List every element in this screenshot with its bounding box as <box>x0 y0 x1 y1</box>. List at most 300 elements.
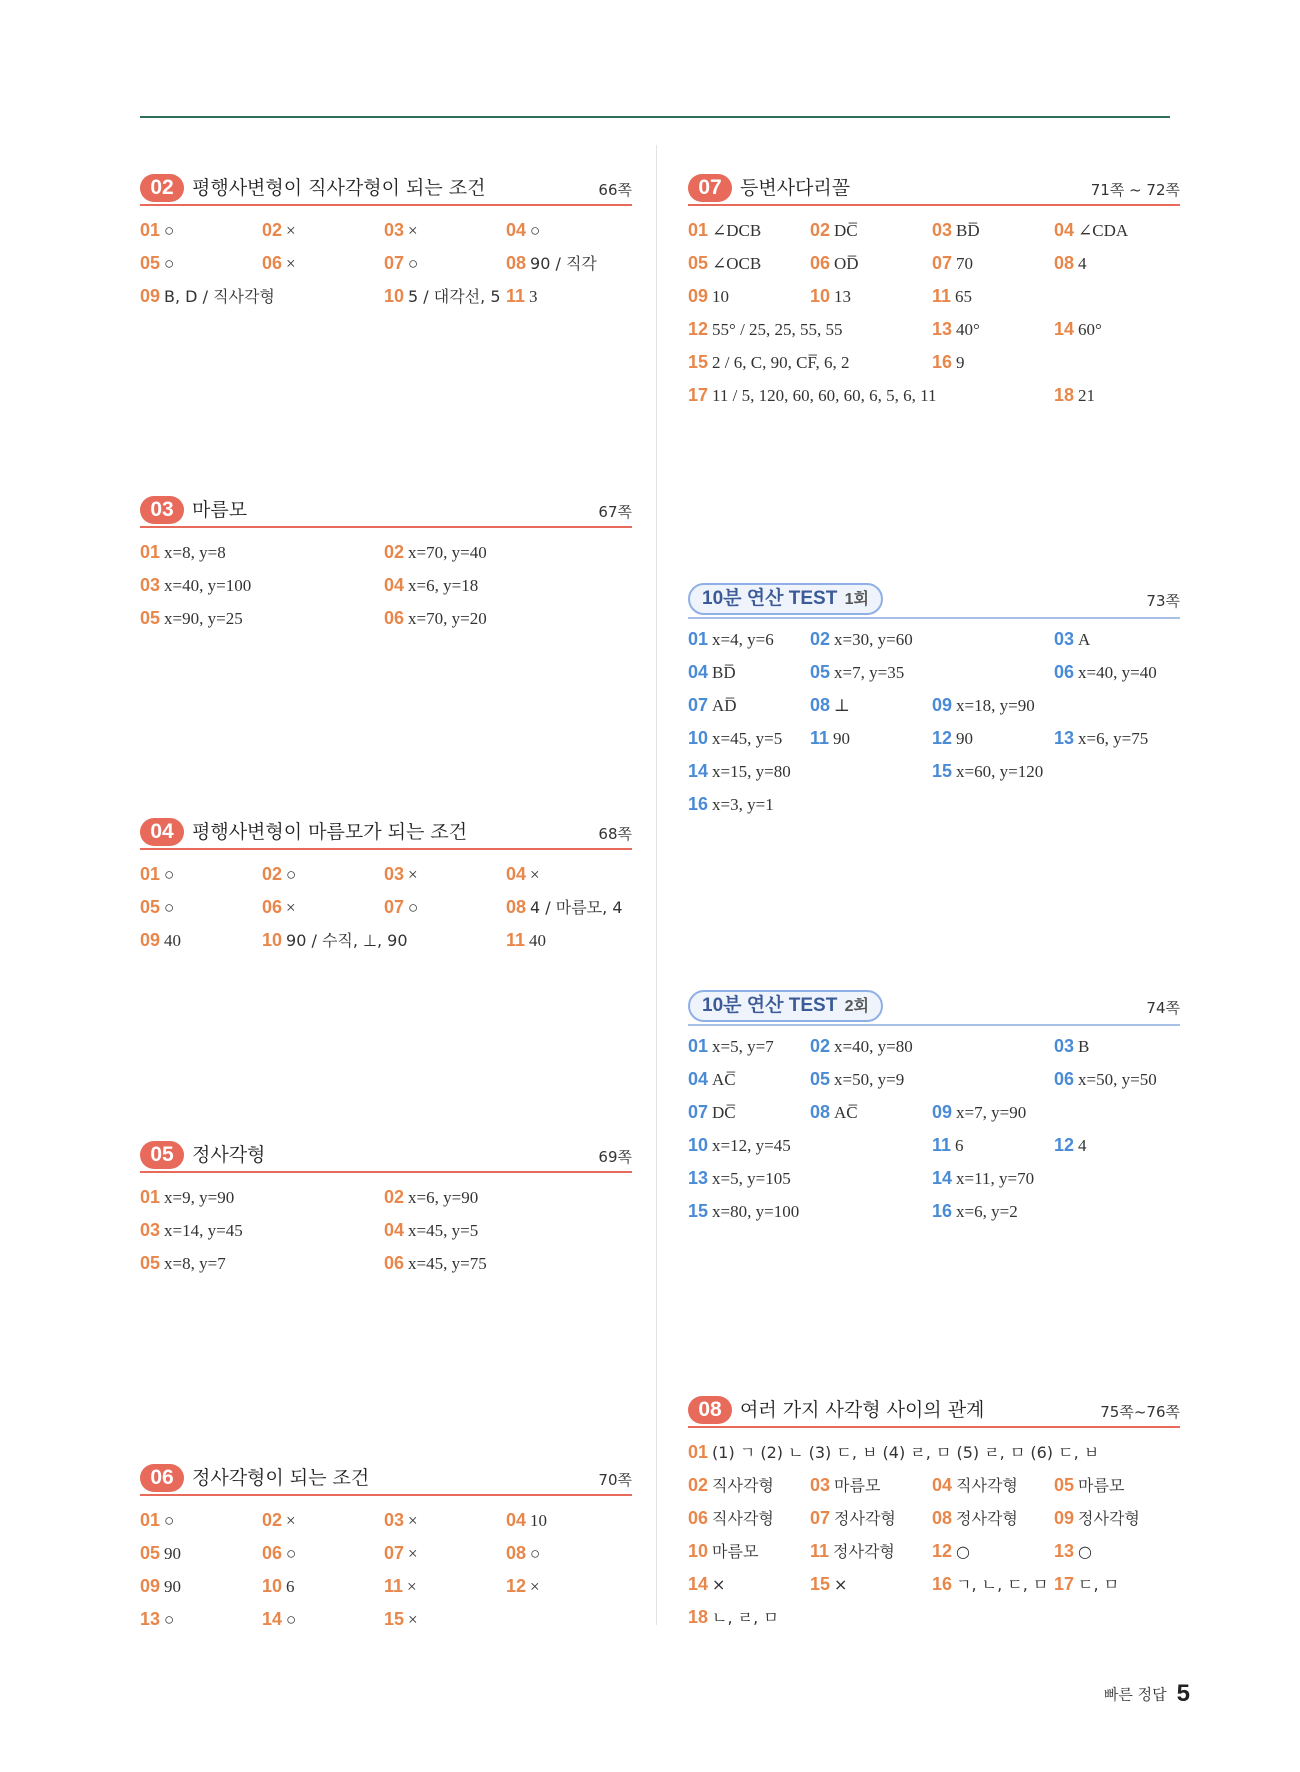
section-header <box>140 816 632 850</box>
section-title: 평행사변형이 직사각형이 되는 조건 <box>192 177 486 199</box>
answer-list <box>140 1181 632 1280</box>
answer-row <box>688 1129 1180 1162</box>
answer-value: OD̅ <box>834 254 859 273</box>
answer-value: × <box>834 1575 848 1594</box>
test-label-pill <box>688 583 883 615</box>
question-number: 12 <box>1054 1135 1075 1155</box>
question-number: 17 <box>688 385 709 405</box>
section-02 <box>140 172 632 313</box>
answer-value: 10 <box>530 1511 548 1530</box>
question-number: 02 <box>384 1187 405 1207</box>
answer-row <box>688 1030 1180 1063</box>
question-number: 08 <box>810 1102 831 1122</box>
answer-item <box>506 247 597 280</box>
question-number: 05 <box>140 1543 161 1563</box>
question-number: 04 <box>506 220 527 240</box>
answer-item <box>262 247 296 280</box>
answer-value: ○ <box>286 1610 297 1629</box>
answer-value: ○ <box>164 221 175 240</box>
question-number: 09 <box>932 695 953 715</box>
answer-value: ㄴ, ㄹ, ㅁ <box>712 1608 779 1627</box>
answer-row <box>140 924 632 957</box>
answer-item <box>688 247 761 280</box>
answer-value: ∠OCB <box>712 254 762 273</box>
answer-item <box>810 1568 847 1601</box>
question-number: 13 <box>688 1168 709 1188</box>
answer-item <box>262 1537 296 1570</box>
question-number: 12 <box>932 1541 953 1561</box>
question-number: 11 <box>506 286 526 306</box>
answer-item <box>262 924 408 957</box>
answer-value: x=11, y=70 <box>956 1169 1035 1188</box>
answer-value: x=30, y=60 <box>834 630 913 649</box>
test-round: 2회 <box>844 998 869 1015</box>
answer-item <box>810 1469 880 1502</box>
question-number: 02 <box>688 1475 709 1495</box>
answer-item <box>140 536 226 569</box>
answer-value: 13 <box>834 287 852 306</box>
question-number: 14 <box>688 1574 709 1594</box>
answer-item <box>384 247 418 280</box>
answer-item <box>384 1537 418 1570</box>
section-page-ref: 68쪽 <box>598 825 632 843</box>
question-number: 02 <box>810 629 831 649</box>
answer-item <box>688 214 761 247</box>
question-number: 04 <box>688 1069 709 1089</box>
answer-row <box>688 656 1180 689</box>
answer-item <box>688 313 843 346</box>
answer-item <box>688 656 736 689</box>
answer-item <box>932 689 1035 722</box>
answer-row <box>140 1247 632 1280</box>
question-number: 16 <box>932 1574 953 1594</box>
section-header <box>140 172 632 206</box>
answer-value: × <box>408 865 418 884</box>
question-number: 14 <box>932 1168 953 1188</box>
answer-item <box>140 1247 226 1280</box>
answer-value: 4 <box>1078 1136 1087 1155</box>
answer-row <box>140 602 632 635</box>
answer-value: 40 <box>164 931 182 950</box>
answer-item <box>506 891 623 924</box>
answer-value: 정사각형 <box>1078 1509 1140 1528</box>
question-number: 10 <box>262 930 283 950</box>
test-1 <box>688 583 1180 821</box>
answer-item <box>1054 722 1148 755</box>
answer-item <box>140 214 174 247</box>
answer-value: 65 <box>955 287 973 306</box>
question-number: 04 <box>932 1475 953 1495</box>
section-06 <box>140 1462 632 1636</box>
section-title: 여러 가지 사각형 사이의 관계 <box>740 1399 985 1421</box>
test-2 <box>688 990 1180 1228</box>
answer-value: 2 / 6, C, 90, CF̅, 6, 2 <box>712 353 850 372</box>
answer-value: ⊥ <box>834 696 851 715</box>
answer-item <box>688 755 791 788</box>
question-number: 10 <box>688 728 709 748</box>
answer-value: × <box>286 1511 296 1530</box>
answer-value: 40° <box>956 320 980 339</box>
answer-value: ○ <box>164 898 175 917</box>
section-number-badge: 03 <box>140 496 184 524</box>
answer-item <box>262 891 296 924</box>
answer-value: 정사각형 <box>834 1509 896 1528</box>
question-number: 14 <box>1054 319 1075 339</box>
question-number: 11 <box>932 1135 952 1155</box>
answer-item <box>140 924 181 957</box>
answer-item <box>384 1504 418 1537</box>
answer-item <box>1054 1568 1119 1601</box>
answer-value: x=40, y=40 <box>1078 663 1157 682</box>
answer-value: ○ <box>286 1544 297 1563</box>
question-number: 02 <box>262 864 283 884</box>
answer-value: x=14, y=45 <box>164 1221 243 1240</box>
answer-value: x=7, y=35 <box>834 663 905 682</box>
answer-item <box>688 1436 1099 1469</box>
answer-value: × <box>286 254 296 273</box>
answer-value: x=40, y=100 <box>164 576 252 595</box>
section-header <box>688 172 1180 206</box>
answer-item <box>384 214 418 247</box>
answer-list <box>140 858 632 957</box>
question-number: 03 <box>1054 629 1075 649</box>
answer-item <box>688 689 737 722</box>
answer-value: DC̅ <box>834 221 858 240</box>
answer-value: x=60, y=120 <box>956 762 1044 781</box>
answer-list <box>140 1504 632 1636</box>
question-number: 09 <box>1054 1508 1075 1528</box>
answer-row <box>140 280 632 313</box>
question-number: 06 <box>262 1543 283 1563</box>
answer-value: 10 <box>712 287 730 306</box>
answer-value: x=45, y=5 <box>712 729 783 748</box>
answer-item <box>384 891 418 924</box>
question-number: 17 <box>1054 1574 1075 1594</box>
test-round: 1회 <box>844 591 869 608</box>
answer-item <box>1054 379 1095 412</box>
answer-value: ㄱ, ㄴ, ㄷ, ㅁ <box>956 1575 1049 1594</box>
answer-row <box>140 1537 632 1570</box>
question-number: 05 <box>140 1253 161 1273</box>
answer-value: × <box>712 1575 726 1594</box>
answer-value: DC̅ <box>712 1103 736 1122</box>
answer-item <box>140 858 174 891</box>
answer-item <box>1054 1129 1087 1162</box>
answer-value: BD̅ <box>712 663 736 682</box>
answer-row <box>140 1214 632 1247</box>
question-number: 03 <box>384 1510 405 1530</box>
answer-item <box>810 1096 858 1129</box>
section-number-badge: 04 <box>140 818 184 846</box>
answer-item <box>506 280 538 313</box>
answer-value: × <box>407 1577 417 1596</box>
question-number: 08 <box>810 695 831 715</box>
answer-item <box>384 536 487 569</box>
answer-item <box>688 722 782 755</box>
answer-row <box>688 346 1180 379</box>
answer-item <box>688 1096 736 1129</box>
question-number: 06 <box>262 253 283 273</box>
question-number: 16 <box>932 1201 953 1221</box>
answer-item <box>1054 1502 1140 1535</box>
answer-value: × <box>530 865 540 884</box>
question-number: 05 <box>688 253 709 273</box>
question-number: 02 <box>810 220 831 240</box>
answer-value: BD̅ <box>956 221 980 240</box>
question-number: 13 <box>140 1609 161 1629</box>
answer-item <box>932 755 1043 788</box>
answer-value: x=90, y=25 <box>164 609 243 628</box>
question-number: 06 <box>688 1508 709 1528</box>
answer-row <box>688 1502 1180 1535</box>
question-number: 01 <box>140 864 161 884</box>
answer-value: 정사각형 <box>833 1542 895 1561</box>
answer-item <box>688 1568 725 1601</box>
answer-item <box>384 1247 487 1280</box>
answer-row <box>140 214 632 247</box>
answer-value: x=50, y=50 <box>1078 1070 1157 1089</box>
answer-row <box>688 1535 1180 1568</box>
question-number: 12 <box>688 319 709 339</box>
answer-row <box>688 214 1180 247</box>
section-number-badge: 05 <box>140 1141 184 1169</box>
answer-value: x=50, y=9 <box>834 1070 905 1089</box>
question-number: 02 <box>262 1510 283 1530</box>
answer-value: 직사각형 <box>712 1509 774 1528</box>
answer-value: x=5, y=105 <box>712 1169 791 1188</box>
answer-value: 11 / 5, 120, 60, 60, 60, 6, 5, 6, 11 <box>712 386 937 405</box>
answer-item <box>932 1469 1018 1502</box>
answer-item <box>384 1603 418 1636</box>
answer-item <box>810 280 851 313</box>
answer-item <box>140 891 174 924</box>
answer-item <box>932 1162 1034 1195</box>
section-number-badge: 02 <box>140 174 184 202</box>
answer-row <box>140 1181 632 1214</box>
answer-item <box>262 1603 296 1636</box>
question-number: 07 <box>688 695 709 715</box>
answer-value: ∠DCB <box>712 221 762 240</box>
answer-value: ○ <box>408 898 419 917</box>
answer-value: x=45, y=5 <box>408 1221 479 1240</box>
answer-item <box>688 1162 791 1195</box>
answer-item <box>688 1030 774 1063</box>
section-header <box>140 494 632 528</box>
question-number: 05 <box>810 662 831 682</box>
answer-item <box>688 788 774 821</box>
test-header <box>688 990 1180 1026</box>
answer-item <box>1054 1535 1092 1568</box>
question-number: 10 <box>384 286 405 306</box>
answer-item <box>932 214 980 247</box>
answer-item <box>506 924 546 957</box>
answer-value: 마름모 <box>834 1476 881 1495</box>
answer-list <box>140 536 632 635</box>
answer-item <box>506 1537 540 1570</box>
question-number: 08 <box>1054 253 1075 273</box>
question-number: 11 <box>384 1576 404 1596</box>
answer-item <box>932 1535 970 1568</box>
answer-value: x=15, y=80 <box>712 762 791 781</box>
answer-value: x=9, y=90 <box>164 1188 235 1207</box>
answer-value: x=45, y=75 <box>408 1254 487 1273</box>
answer-item <box>688 1469 774 1502</box>
answer-item <box>688 346 850 379</box>
test-label-pill <box>688 990 883 1022</box>
answer-item <box>384 569 478 602</box>
answer-value: 90 <box>956 729 974 748</box>
answer-row <box>688 1601 1180 1634</box>
answer-value: AC̅ <box>712 1070 736 1089</box>
answer-item <box>506 214 540 247</box>
answer-item <box>688 1601 779 1634</box>
answer-item <box>140 1504 174 1537</box>
question-number: 08 <box>506 1543 527 1563</box>
answer-value: x=12, y=45 <box>712 1136 791 1155</box>
question-number: 05 <box>140 897 161 917</box>
question-number: 01 <box>140 1187 161 1207</box>
answer-item <box>140 1603 174 1636</box>
answer-value: ㄷ, ㅁ <box>1078 1575 1120 1594</box>
answer-value: 90 <box>164 1577 182 1596</box>
question-number: 11 <box>932 286 952 306</box>
answer-value: x=8, y=7 <box>164 1254 226 1273</box>
answer-item <box>932 247 973 280</box>
answer-row <box>688 379 1180 412</box>
section-number-badge: 06 <box>140 1464 184 1492</box>
question-number: 03 <box>140 1220 161 1240</box>
answer-row <box>688 788 1180 821</box>
answer-item <box>810 214 858 247</box>
answer-item <box>140 1537 181 1570</box>
answer-item <box>1054 313 1102 346</box>
question-number: 07 <box>932 253 953 273</box>
section-03 <box>140 494 632 635</box>
answer-value: x=70, y=20 <box>408 609 487 628</box>
question-number: 05 <box>140 253 161 273</box>
question-number: 03 <box>384 220 405 240</box>
section-title: 정사각형이 되는 조건 <box>192 1467 370 1489</box>
answer-value: x=70, y=40 <box>408 543 487 562</box>
section-page-ref: 75쪽~76쪽 <box>1100 1403 1180 1421</box>
answer-item <box>140 1181 234 1214</box>
answer-value: 직사각형 <box>956 1476 1018 1495</box>
answer-row <box>688 1063 1180 1096</box>
answer-row <box>140 569 632 602</box>
question-number: 16 <box>932 352 953 372</box>
answer-value: 마름모 <box>1078 1476 1125 1495</box>
answer-item <box>688 1195 799 1228</box>
answer-item <box>810 247 859 280</box>
answer-value: ○ <box>408 254 419 273</box>
question-number: 01 <box>140 220 161 240</box>
question-number: 03 <box>810 1475 831 1495</box>
answer-item <box>384 602 487 635</box>
answer-item <box>810 1063 904 1096</box>
answer-value: 9 <box>956 353 965 372</box>
question-number: 02 <box>810 1036 831 1056</box>
answer-value: × <box>408 1610 418 1629</box>
question-number: 03 <box>932 220 953 240</box>
answer-row <box>688 247 1180 280</box>
question-number: 05 <box>810 1069 831 1089</box>
answer-item <box>932 1195 1018 1228</box>
test-label: 10분 연산 TEST <box>702 995 838 1016</box>
question-number: 06 <box>1054 1069 1075 1089</box>
answer-item <box>384 1570 417 1603</box>
answer-value: ○ <box>164 865 175 884</box>
test-header <box>688 583 1180 619</box>
answer-value: 4 <box>1078 254 1087 273</box>
section-title: 마름모 <box>192 499 248 521</box>
answer-value: x=3, y=1 <box>712 795 774 814</box>
question-number: 08 <box>506 253 527 273</box>
answer-item <box>384 280 501 313</box>
question-number: 18 <box>688 1607 709 1627</box>
question-number: 07 <box>810 1508 831 1528</box>
answer-item <box>506 858 540 891</box>
answer-value: 70 <box>956 254 974 273</box>
answer-item <box>932 1129 964 1162</box>
answer-item <box>140 280 275 313</box>
answer-item <box>688 1063 736 1096</box>
question-number: 09 <box>140 930 161 950</box>
answer-item <box>1054 623 1090 656</box>
question-number: 06 <box>262 897 283 917</box>
answer-item <box>384 858 418 891</box>
answer-item <box>932 280 972 313</box>
question-number: 01 <box>688 1442 709 1462</box>
answer-value: 6 <box>955 1136 964 1155</box>
answer-item <box>932 346 965 379</box>
question-number: 06 <box>384 1253 405 1273</box>
question-number: 09 <box>688 286 709 306</box>
answer-list <box>140 214 632 313</box>
answer-value: AC̅ <box>834 1103 858 1122</box>
answer-item <box>384 1181 478 1214</box>
answer-item <box>1054 1469 1124 1502</box>
answer-value: x=6, y=90 <box>408 1188 479 1207</box>
question-number: 14 <box>688 761 709 781</box>
question-number: 13 <box>1054 1541 1075 1561</box>
answer-value: B, D / 직사각형 <box>164 287 275 306</box>
answer-item <box>932 1568 1048 1601</box>
answer-value: × <box>530 1577 540 1596</box>
answer-item <box>932 313 980 346</box>
answer-value: 5 / 대각선, 5 <box>408 287 501 306</box>
answer-value: x=4, y=6 <box>712 630 774 649</box>
answer-value: x=6, y=2 <box>956 1202 1018 1221</box>
question-number: 01 <box>688 1036 709 1056</box>
answer-list <box>688 1030 1180 1228</box>
answer-row <box>688 722 1180 755</box>
section-title: 평행사변형이 마름모가 되는 조건 <box>192 821 468 843</box>
answer-value: (1) ㄱ (2) ㄴ (3) ㄷ, ㅂ (4) ㄹ, ㅁ (5) ㄹ, ㅁ (6) ㄷ, ㅂ <box>712 1443 1100 1462</box>
answer-item <box>932 722 973 755</box>
question-number: 03 <box>1054 1036 1075 1056</box>
question-number: 18 <box>1054 385 1075 405</box>
answer-item <box>384 1214 478 1247</box>
question-number: 11 <box>506 930 526 950</box>
page-footer <box>1104 1680 1190 1708</box>
question-number: 01 <box>140 1510 161 1530</box>
question-number: 15 <box>688 352 709 372</box>
section-05 <box>140 1139 632 1280</box>
answer-value: B <box>1078 1037 1090 1056</box>
answer-row <box>140 1603 632 1636</box>
answer-value: 정사각형 <box>956 1509 1018 1528</box>
section-page-ref: 70쪽 <box>598 1471 632 1489</box>
